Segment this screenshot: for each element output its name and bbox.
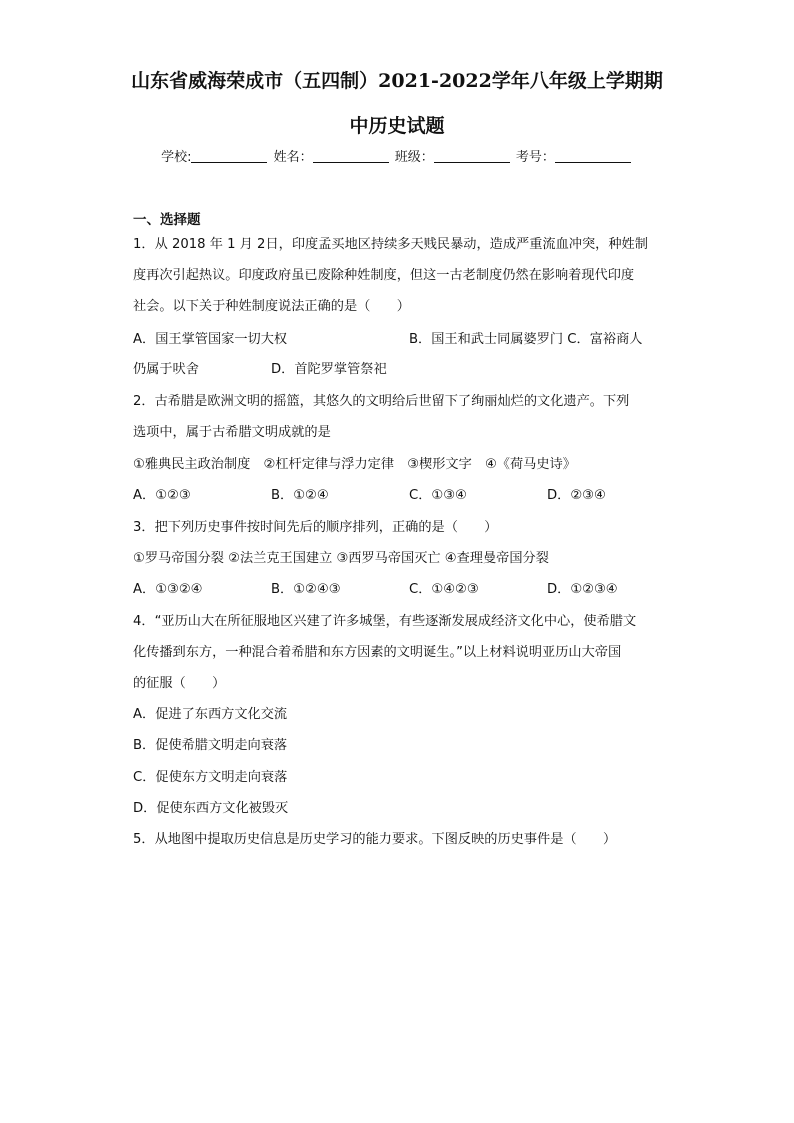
q1-option-c-continued: 仍属于吠舍 [133,362,199,377]
q2-option-c: C．①③④ [409,488,467,503]
q5-line-1: 5．从地图中提取历史信息是历史学习的能力要求。下图反映的历史事件是（ ） [133,832,617,847]
q2-line-1: 2．古希腊是欧洲文明的摇篮，其悠久的文明给后世留下了绚丽灿烂的文化遗产。下列 [133,394,630,409]
q1-option-d: D．首陀罗掌管祭祀 [271,362,387,377]
q4-option-d: D．促使东西方文化被毁灭 [133,801,289,816]
class-field: 班级： [395,146,512,165]
q1-line-1: 1．从 2018 年 1 月 2日，印度孟买地区持续多天贱民暴动，造成严重流血冲突，种姓制 [133,237,648,252]
exam-title-line2: 中历史试题 [349,115,445,137]
q3-items: ①罗马帝国分裂 ②法兰克王国建立 ③西罗马帝国灭亡 ④查理曼帝国分裂 [133,551,549,566]
student-info-row [0,146,794,165]
q2-option-b: B．①②④ [271,488,329,503]
q1-option-a: A．国王掌管国家一切大权 [133,332,288,347]
exam-number-blank[interactable] [555,148,631,163]
q2-items: ①雅典民主政治制度 ②杠杆定律与浮力定律 ③楔形文字 ④《荷马史诗》 [133,457,576,472]
q1-line-3: 社会。以下关于种姓制度说法正确的是（ ） [133,299,410,314]
q4-line-3: 的征服（ ） [133,676,226,691]
q1-option-bc: B．国王和武士同属婆罗门 C．富裕商人 [409,332,643,347]
q3-option-d: D．①②③④ [547,582,618,597]
class-blank[interactable] [434,148,510,163]
school-blank[interactable] [191,148,267,163]
name-field: 姓名： [274,146,391,165]
school-field: 学校: [161,146,269,165]
q1-line-2: 度再次引起热议。印度政府虽已废除种姓制度，但这一古老制度仍然在影响着现代印度 [133,268,635,283]
q2-line-2: 选项中，属于古希腊文明成就的是 [133,425,331,440]
q2-option-a: A．①②③ [133,488,191,503]
q4-option-c: C．促使东方文明走向衰落 [133,770,288,785]
section-title: 一、选择题 [133,212,201,228]
q4-line-1: 4．“亚历山大在所征服地区兴建了许多城堡，有些逐渐发展成经济文化中心，使希腊文 [133,614,637,629]
q2-option-d: D．②③④ [547,488,606,503]
q3-option-b: B．①②④③ [271,582,341,597]
q3-option-c: C．①④②③ [409,582,479,597]
exam-number-field: 考号： [516,146,633,165]
q4-option-b: B．促使希腊文明走向衰落 [133,738,288,753]
q3-option-a: A．①③②④ [133,582,203,597]
q3-line-1: 3．把下列历史事件按时间先后的顺序排列，正确的是（ ） [133,520,498,535]
exam-title-line1: 山东省威海荣成市（五四制）2021-2022学年八年级上学期期 [131,70,663,92]
q4-line-2: 化传播到东方，一种混合着希腊和东方因素的文明诞生。”以上材料说明亚历山大帝国 [133,645,622,660]
name-blank[interactable] [313,148,389,163]
q4-option-a: A．促进了东西方文化交流 [133,707,288,722]
